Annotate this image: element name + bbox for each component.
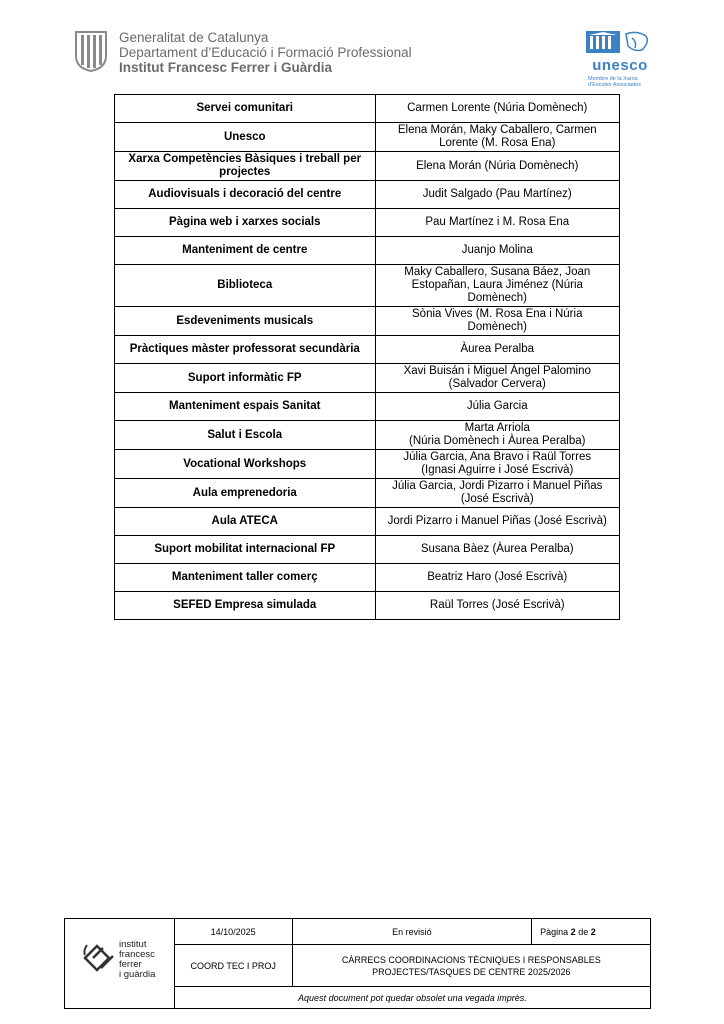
responsibility-name-line: Aula emprenedoria [192, 486, 297, 499]
responsibility-name-line: Manteniment espais Sanitat [169, 400, 321, 412]
responsible-people-line: Domènech) [467, 292, 527, 304]
responsible-people [375, 237, 620, 265]
table-row [115, 336, 620, 364]
responsible-people-line: Sònia Vives (M. Rosa Ena i Núria [412, 308, 583, 320]
table-row [115, 364, 620, 393]
header-line-government: Generalitat de Catalunya [119, 30, 269, 45]
responsibility-name-line: SEFED Empresa simulada [173, 599, 317, 611]
unesco-logo [580, 28, 660, 92]
responsible-people-line: Jordi Pizarro i Manuel Piñas (José Escrivà) [387, 515, 607, 527]
responsible-people-line: Pau Martínez i M. Rosa Ena [425, 216, 570, 228]
footer-document-title [292, 945, 650, 987]
footer-page-current: 2 [570, 926, 576, 937]
responsibility-name [115, 307, 376, 336]
responsible-people-line: (Salvador Cervera) [448, 378, 546, 390]
responsible-people [375, 479, 620, 508]
responsibility-name [115, 536, 376, 564]
table-row [115, 123, 620, 152]
responsible-people [375, 265, 620, 307]
header-institution [119, 30, 412, 75]
footer-logo-text [119, 940, 155, 980]
responsible-people-line: Susana Bàez (Àurea Peralba) [420, 543, 574, 555]
responsibility-name-line: Salut i Escola [207, 428, 283, 441]
responsible-people-line: Àurea Peralba [460, 343, 535, 355]
table-row [115, 95, 620, 123]
responsibility-name [115, 123, 376, 152]
responsible-people-line: Maky Caballero, Susana Báez, Joan [404, 266, 591, 278]
responsibility-name-line: Servei comunitari [196, 102, 293, 114]
responsible-people [375, 152, 620, 181]
responsible-people-line: Domènech) [467, 321, 527, 333]
footer-logo-line: francesc [119, 949, 155, 960]
responsibility-name-line: Aula ATECA [211, 515, 278, 527]
responsible-people [375, 95, 620, 123]
unesco-network-label: Membre de la Xarxa d’Escoles Associades [588, 76, 641, 88]
responsibility-name-line: Vocational Workshops [183, 457, 307, 470]
table-row [115, 237, 620, 265]
responsible-people [375, 209, 620, 237]
generalitat-logo-icon [74, 30, 108, 72]
responsible-people [375, 307, 620, 336]
table-row [115, 181, 620, 209]
responsible-people [375, 564, 620, 592]
responsible-people-line: (José Escrivà) [460, 493, 534, 505]
responsibility-name-line: Unesco [223, 130, 266, 143]
footer-logo-line: institut [119, 939, 147, 950]
responsible-people-line: Júlia Garcia [466, 400, 528, 412]
footer-title-line: PROJECTES/TASQUES DE CENTRE 2025/2026 [372, 966, 571, 977]
responsible-people-line: Carmen Lorente (Núria Domènech) [407, 102, 588, 114]
responsible-people-line: Xavi Buisán i Miguel Àngel Palomino [403, 365, 591, 377]
table-row [115, 152, 620, 181]
footer-logo-cell [65, 919, 175, 1009]
responsible-people [375, 123, 620, 152]
responsibility-name-line: Suport mobilitat internacional FP [154, 543, 336, 555]
school-logo-icon [81, 941, 117, 975]
footer-status: En revisió [292, 919, 532, 945]
responsible-people-line: (Ignasi Aguirre i José Escrivà) [421, 464, 574, 476]
responsibility-name [115, 592, 376, 620]
responsibilities-table-body [115, 95, 620, 620]
table-row [115, 592, 620, 620]
responsibility-name [115, 95, 376, 123]
table-row [115, 479, 620, 508]
table-row [115, 265, 620, 307]
responsible-people [375, 592, 620, 620]
responsible-people [375, 536, 620, 564]
responsible-people-line: Beatriz Haro (José Escrivà) [427, 571, 568, 583]
responsible-people-line: Raül Torres (José Escrivà) [429, 599, 565, 611]
responsible-people [375, 450, 620, 479]
responsible-people [375, 508, 620, 536]
responsibility-name [115, 181, 376, 209]
responsibility-name [115, 152, 376, 181]
responsible-people-line: Júlia Garcia, Ana Bravo i Raül Torres [403, 451, 592, 463]
header-line-school: Institut Francesc Ferrer i Guàrdia [119, 60, 333, 75]
table-row [115, 536, 620, 564]
responsibility-name-line: Manteniment de centre [182, 244, 308, 256]
table-row [115, 508, 620, 536]
responsible-people-line: Juanjo Molina [461, 244, 533, 256]
table-row [115, 307, 620, 336]
table-row [115, 209, 620, 237]
footer-logo-line: i guàrdia [119, 969, 156, 980]
table-row [115, 393, 620, 421]
footer-page-total: 2 [590, 926, 596, 937]
table-row [115, 421, 620, 450]
responsibility-name [115, 508, 376, 536]
unesco-wordmark: unesco [592, 57, 648, 74]
table-row [115, 450, 620, 479]
responsibility-name-line: Suport informàtic FP [187, 371, 302, 384]
responsible-people [375, 364, 620, 393]
responsibility-name-line: Pàgina web i xarxes socials [169, 216, 321, 228]
responsibility-name [115, 479, 376, 508]
responsibility-name [115, 421, 376, 450]
responsibility-name [115, 450, 376, 479]
responsible-people [375, 181, 620, 209]
responsible-people-line: Elena Morán (Núria Domènech) [416, 159, 579, 172]
responsibility-name [115, 336, 376, 364]
responsible-people [375, 393, 620, 421]
responsibility-name [115, 265, 376, 307]
responsibility-name-line: Pràctiques màster professorat secundària [129, 343, 360, 355]
responsibility-name [115, 364, 376, 393]
responsibility-name-line: Xarxa Competències Bàsiques i treball per [128, 153, 362, 165]
responsibility-name-line: projectes [219, 166, 271, 178]
footer-page-mid: de [575, 926, 591, 937]
responsibilities-table [114, 94, 620, 620]
responsible-people-line: Marta Arriola [464, 422, 530, 434]
responsibility-name [115, 393, 376, 421]
responsibility-name-line: Esdeveniments musicals [176, 314, 314, 327]
responsibility-name-line: Biblioteca [217, 279, 273, 291]
footer-logo-line: ferrer [119, 959, 142, 970]
document-footer [64, 918, 651, 1009]
footer-disclaimer: Aquest document pot quedar obsolet una vegada imprès. [174, 987, 650, 1009]
responsible-people [375, 421, 620, 450]
responsible-people-line: Lorente (M. Rosa Ena) [439, 137, 556, 149]
footer-code: COORD TEC I PROJ [174, 945, 292, 987]
responsible-people [375, 336, 620, 364]
responsible-people-line: Júlia Garcia, Jordi Pizarro i Manuel Piñas [392, 480, 603, 492]
footer-date: 14/10/2025 [174, 919, 292, 945]
responsibility-name-line: Audiovisuals i decoració del centre [148, 188, 342, 200]
responsible-people-line: (Núria Domènech i Àurea Peralba) [409, 435, 586, 447]
responsibility-name [115, 209, 376, 237]
unesco-emblem-icon [580, 28, 660, 56]
header-line-department: Departament d’Educació i Formació Professional [119, 45, 412, 60]
responsibility-name [115, 237, 376, 265]
responsible-people-line: Elena Morán, Maky Caballero, Carmen [397, 124, 597, 136]
footer-page-number [532, 919, 651, 945]
responsibility-name [115, 564, 376, 592]
footer-page-prefix: Pàgina [540, 926, 571, 937]
table-row [115, 564, 620, 592]
responsibility-name-line: Manteniment taller comerç [171, 571, 318, 583]
responsible-people-line: Estopañan, Laura Jiménez (Núria [411, 279, 583, 291]
footer-title-line: CÀRRECS COORDINACIONS TÈCNIQUES I RESPONSABLES [341, 954, 601, 965]
responsible-people-line: Judit Salgado (Pau Martínez) [422, 188, 572, 200]
